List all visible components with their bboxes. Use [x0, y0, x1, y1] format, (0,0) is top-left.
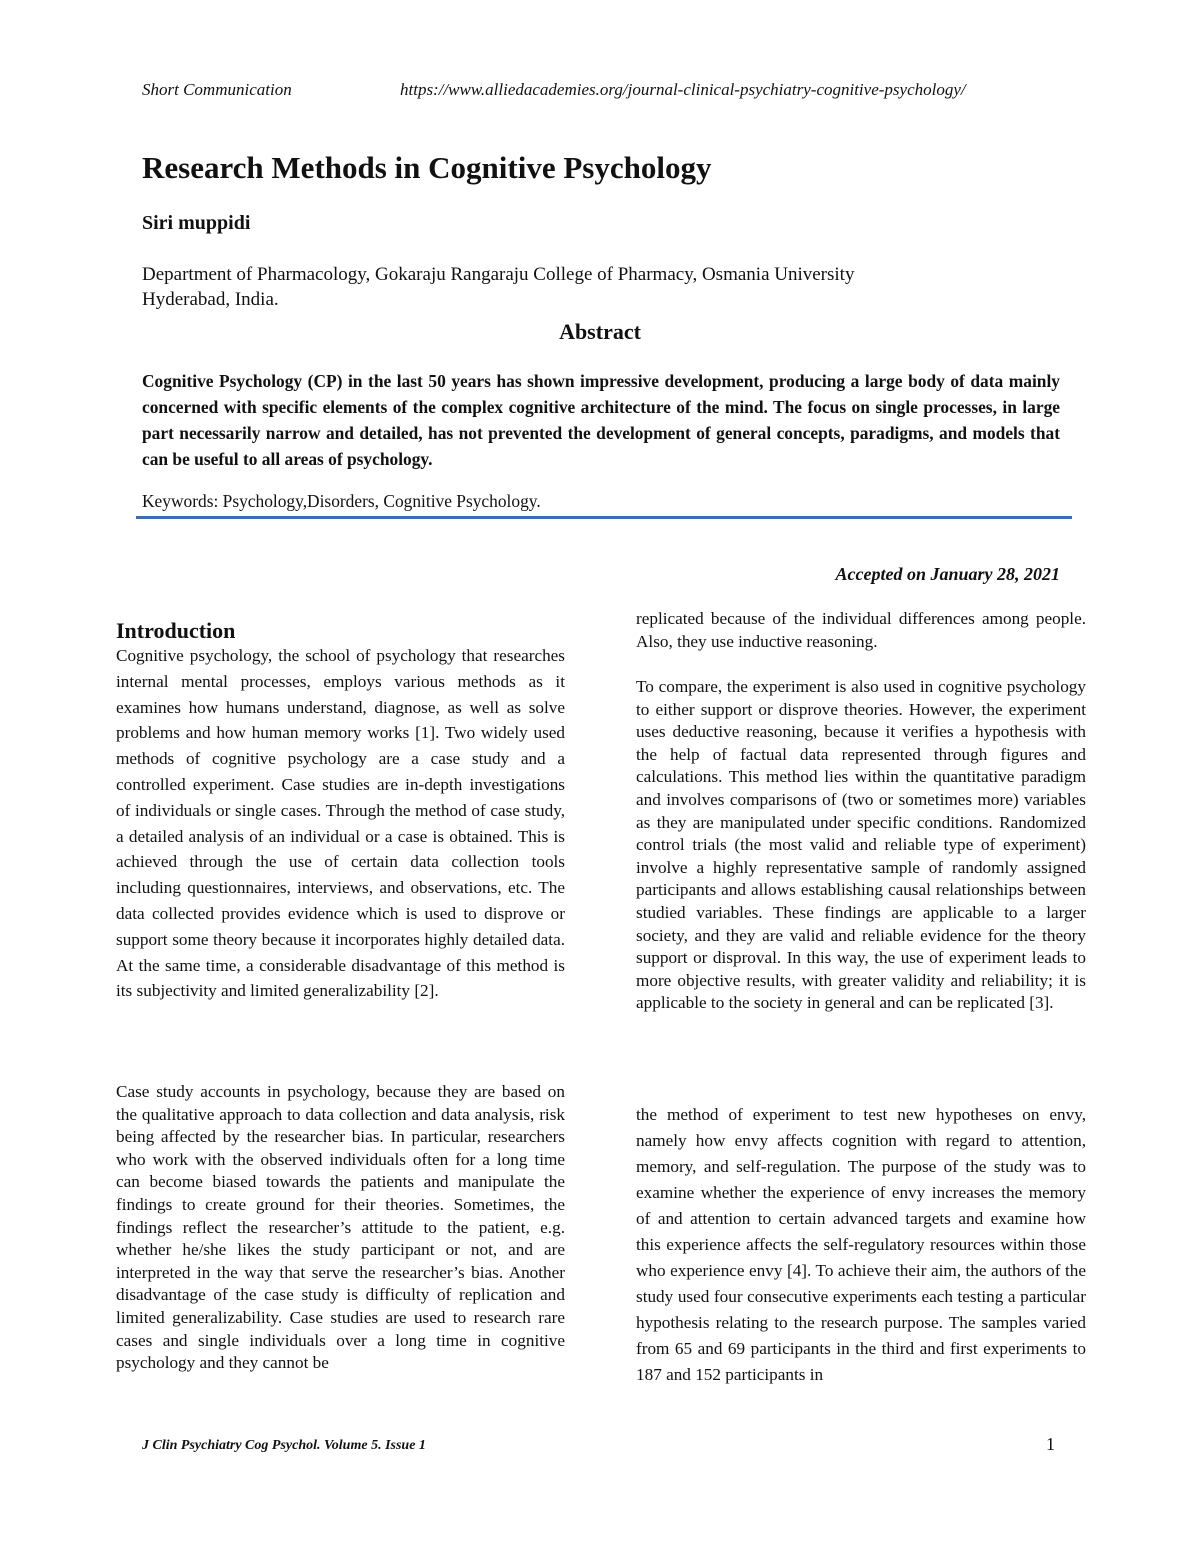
right-column-paragraph-2 [636, 676, 1086, 1015]
affiliation-line-1: Department of Pharmacology, Gokaraju Rangaraju College of Pharmacy, Osmania University [142, 264, 855, 285]
author-affiliation [142, 262, 1042, 312]
author-name: Siri muppidi [142, 212, 251, 234]
affiliation-line-2: Hyderabad, India. [142, 289, 279, 310]
right-column-paragraph-1 [636, 608, 1086, 653]
introduction-heading: Introduction [116, 618, 236, 643]
paper-title: Research Methods in Cognitive Psychology [142, 150, 712, 185]
abstract-text: Cognitive Psychology (CP) in the last 50 years has shown impressive development, producing a large body of data mainly concerned with specific elements of the complex cognitive architecture of the mind. The focus on single processes, in large part necessarily narrow and detailed, has not prevented the development of general concepts, paradigms, and models that can be useful to all areas of psychology. [142, 371, 1060, 469]
right-column-paragraph-3 [636, 1102, 1086, 1388]
footer-journal-citation: J Clin Psychiatry Cog Psychol. Volume 5. Issue 1 [142, 1438, 426, 1453]
abstract-heading: Abstract [559, 319, 641, 344]
accepted-date: Accepted on January 28, 2021 [835, 564, 1060, 584]
journal-url[interactable]: https://www.alliedacademies.org/journal-clinical-psychiatry-cognitive-psychology/ [400, 80, 966, 99]
article-type-label: Short Communication [142, 80, 292, 99]
body-paragraph: Cognitive psychology, the school of psychology that researches internal mental processes, employs various methods as it examines how humans understand, diagnose, as well as solve problems and how human memory works [1]. Two widely used methods of cognitive psychology are a case study and a controlled experiment. Case studies are in-depth investigations of individuals or single cases. Through the method of case study, a detailed analysis of an individual or a case is obtained. This is achieved through the use of certain data collection tools including questionnaires, interviews, and observations, etc. The data collected provides evidence which is used to disprove or support some theory because it incorporates highly detailed data. At the same time, a considerable disadvantage of this method is its subjectivity and limited generalizability [2]. [116, 646, 565, 1001]
section-divider [136, 516, 1072, 519]
left-column-paragraph-2 [116, 1081, 565, 1375]
body-paragraph: the method of experiment to test new hypotheses on envy, namely how envy affects cognition with regard to attention, memory, and self-regulation. The purpose of the study was to examine whether the experience of envy increases the memory of and attention to certain advanced targets and examine how this experience affects the self-regulatory resources within those who experience envy [4]. To achieve their aim, the authors of the study used four consecutive experiments each testing a particular hypothesis relating to the research purpose. The samples varied from 65 and 69 participants in the third and first experiments to 187 and 152 participants in [636, 1105, 1086, 1384]
body-paragraph: To compare, the experiment is also used in cognitive psychology to either support or disprove theories. However, the experiment uses deductive reasoning, because it verifies a hypothesis with the help of factual data represented through figures and calculations. This method lies within the quantitative paradigm and involves comparisons of (two or sometimes more) variables as they are manipulated under specific conditions. Randomized control trials (the most valid and reliable type of experiment) involve a highly representative sample of randomly assigned participants and allows establishing causal relationships between studied variables. These findings are applicable to a larger society, and they are valid and reliable evidence for the theory support or disproval. In this way, the use of experiment leads to more objective results, with greater validity and reliability; it is applicable to the society in general and can be replicated [3]. [636, 677, 1086, 1013]
body-paragraph: Case study accounts in psychology, because they are based on the qualitative approach to data collection and data analysis, risk being affected by the researcher bias. In particular, researchers who work with the observed individuals often for a long time can become biased towards the patients and manipulate the findings to create ground for their theories. Sometimes, the findings reflect the researcher’s attitude to the patient, e.g. whether he/she likes the study participant or not, and are interpreted in the way that serve the researcher’s bias. Another disadvantage of the case study is difficulty of replication and limited generalizability. Case studies are used to research rare cases and single individuals over a long time in cognitive psychology and they cannot be [116, 1082, 565, 1373]
keywords-line: Keywords: Psychology,Disorders, Cognitive Psychology. [142, 491, 541, 511]
body-paragraph: replicated because of the individual differences among people. Also, they use inductive reasoning. [636, 609, 1086, 651]
page-number: 1 [1046, 1434, 1055, 1454]
left-column-paragraph-1 [116, 643, 565, 1004]
